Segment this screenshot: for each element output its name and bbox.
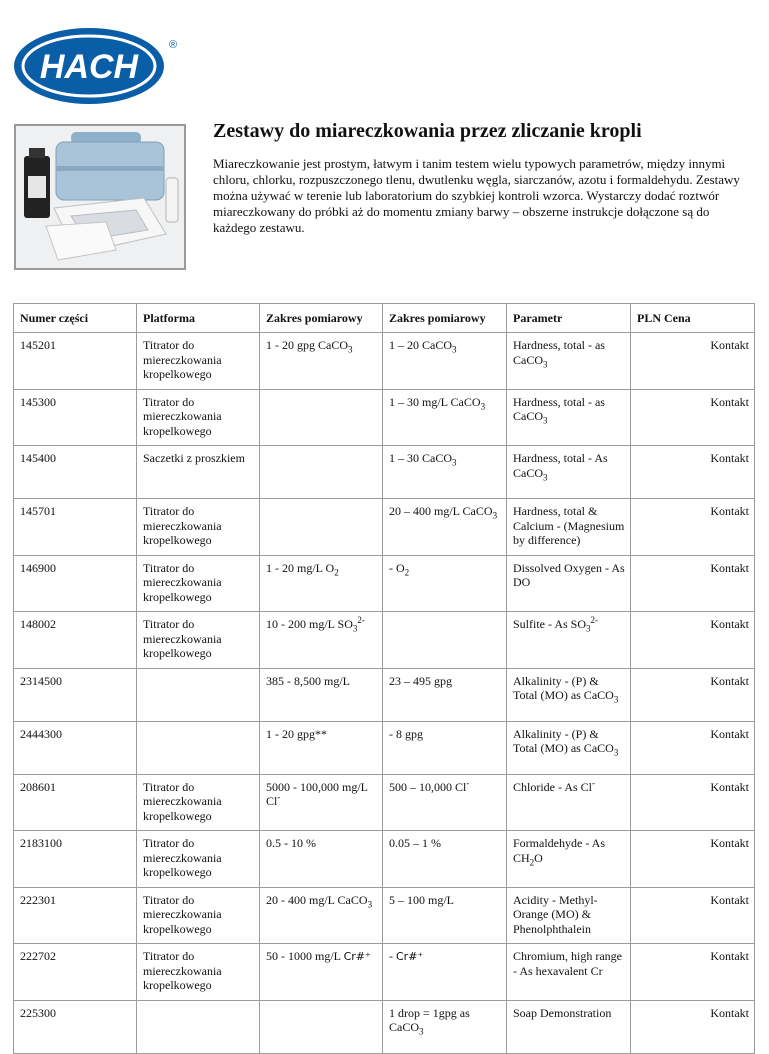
titration-kit-photo-icon [16,126,184,268]
cell-price: Kontakt [631,612,755,669]
header-part-number: Numer części [14,304,137,333]
cell-range-2: 5 – 100 mg/L [383,887,507,944]
cell-range-1 [260,499,383,556]
cell-price: Kontakt [631,887,755,944]
cell-parameter: Formaldehyde - As $CH_2O$ [507,831,631,888]
cell-range-2: - Cr#⁺ [383,944,507,1001]
table-row [14,831,755,888]
cell-part-number: 145201 [14,333,137,390]
cell-range-2: - $O_2$ [383,555,507,612]
cell-parameter: Dissolved Oxygen - As DO [507,555,631,612]
table-row [14,774,755,831]
cell-range-1: 1 - 20 mg/L $O_2$ [260,555,383,612]
cell-platform: Titrator do miereczkowania kropelkowego [137,389,260,446]
cell-part-number: 146900 [14,555,137,612]
hach-logo [12,26,180,106]
cell-part-number: 145300 [14,389,137,446]
cell-price: Kontakt [631,333,755,390]
header-price: PLN Cena [631,304,755,333]
cell-range-1: 10 - 200 mg/L $SO_3^{2-}$ [260,612,383,669]
product-description: Miareczkowanie jest prostym, łatwym i tanim testem wielu typowych parametrów, między innymi chloru, chlorku, rozpuszczonego tlenu, dwutlenku węgla, siarczanów, azotu i formaldehydu. Zestawy można używać w terenie lub laboratorium do szybkiej kontroli wzorca. Wystarczy dodać roztwór miareczkowany do próbki aż do momentu zmiany barwy – obszerne instrukcje dołączone są do każdego zestawu. [213,156,740,235]
cell-price: Kontakt [631,499,755,556]
cell-price: Kontakt [631,668,755,721]
table-row [14,446,755,499]
products-table-container [13,303,754,1037]
table-row [14,668,755,721]
cell-platform [137,668,260,721]
cell-platform [137,721,260,774]
cell-part-number: 222301 [14,887,137,944]
header-parameter: Parametr [507,304,631,333]
cell-part-number: 225300 [14,1000,137,1053]
cell-parameter: Hardness, total - as CaCO$_3$ [507,389,631,446]
cell-part-number: 148002 [14,612,137,669]
cell-range-2: 0.05 – 1 % [383,831,507,888]
products-table [13,303,755,1054]
header-range-2: Zakres pomiarowy [383,304,507,333]
cell-range-1 [260,389,383,446]
cell-part-number: 2183100 [14,831,137,888]
cell-range-2: 23 – 495 gpg [383,668,507,721]
cell-part-number: 2314500 [14,668,137,721]
table-row [14,1000,755,1053]
cell-price: Kontakt [631,389,755,446]
cell-price: Kontakt [631,831,755,888]
page-title: Zestawy do miareczkowania przez zliczanie kropli [213,120,642,142]
cell-range-2: 1 – 20 CaCO$_3$ [383,333,507,390]
cell-part-number: 208601 [14,774,137,831]
cell-price: Kontakt [631,446,755,499]
cell-platform: Titrator do miereczkowania kropelkowego [137,333,260,390]
cell-range-2 [383,612,507,669]
cell-parameter: Sulfite - As $SO_3^{2-}$ [507,612,631,669]
cell-price: Kontakt [631,1000,755,1053]
cell-range-2: 500 – 10,000 Cl- [383,774,507,831]
product-image [14,124,186,270]
table-row [14,499,755,556]
cell-price: Kontakt [631,944,755,1001]
cell-price: Kontakt [631,774,755,831]
cell-platform: Titrator do miereczkowania kropelkowego [137,774,260,831]
table-row [14,389,755,446]
cell-range-1 [260,1000,383,1053]
cell-platform: Saczetki z proszkiem [137,446,260,499]
table-row [14,944,755,1001]
cell-part-number: 145400 [14,446,137,499]
cell-platform: Titrator do miereczkowania kropelkowego [137,887,260,944]
cell-range-1: 5000 - 100,000 mg/L Cl- [260,774,383,831]
table-row [14,887,755,944]
cell-platform [137,1000,260,1053]
cell-range-1: 385 - 8,500 mg/L [260,668,383,721]
table-row [14,555,755,612]
cell-price: Kontakt [631,555,755,612]
cell-platform: Titrator do miereczkowania kropelkowego [137,499,260,556]
cell-platform: Titrator do miereczkowania kropelkowego [137,944,260,1001]
table-body [14,333,755,1054]
cell-parameter: Alkalinity - (P) & Total (MO) as CaCO$_3$ [507,668,631,721]
cell-parameter: Soap Demonstration [507,1000,631,1053]
cell-part-number: 222702 [14,944,137,1001]
cell-parameter: Chromium, high range - As hexavalent Cr [507,944,631,1001]
cell-parameter: Alkalinity - (P) & Total (MO) as CaCO$_3$ [507,721,631,774]
cell-range-2: 20 – 400 mg/L CaCO$_3$ [383,499,507,556]
cell-range-2: 1 – 30 CaCO$_3$ [383,446,507,499]
table-header-row [14,304,755,333]
cell-part-number: 145701 [14,499,137,556]
cell-parameter: Hardness, total - As CaCO$_3$ [507,446,631,499]
cell-range-1 [260,446,383,499]
cell-range-1: 0.5 - 10 % [260,831,383,888]
cell-platform: Titrator do miereczkowania kropelkowego [137,555,260,612]
cell-part-number: 2444300 [14,721,137,774]
cell-range-2: 1 drop = 1gpg as CaCO$_3$ [383,1000,507,1053]
cell-range-2: 1 – 30 mg/L CaCO$_3$ [383,389,507,446]
table-row [14,612,755,669]
cell-parameter: Acidity - Methyl-Orange (MO) & Phenolphthalein [507,887,631,944]
cell-range-2: - 8 gpg [383,721,507,774]
table-row [14,333,755,390]
header-range-1: Zakres pomiarowy [260,304,383,333]
cell-range-1: 20 - 400 mg/L CaCO$_3$ [260,887,383,944]
cell-parameter: Chloride - As Cl- [507,774,631,831]
header-platform: Platforma [137,304,260,333]
cell-range-1: 1 - 20 gpg CaCO$_3$ [260,333,383,390]
cell-range-1: 50 - 1000 mg/L Cr#⁺ [260,944,383,1001]
cell-price: Kontakt [631,721,755,774]
registered-mark: ® [169,39,178,51]
cell-range-1: 1 - 20 gpg** [260,721,383,774]
cell-parameter: Hardness, total - as CaCO$_3$ [507,333,631,390]
cell-parameter: Hardness, total & Calcium - (Magnesium by difference) [507,499,631,556]
cell-platform: Titrator do miereczkowania kropelkowego [137,612,260,669]
logo-text: HACH [39,48,139,86]
cell-platform: Titrator do miereczkowania kropelkowego [137,831,260,888]
table-row [14,721,755,774]
